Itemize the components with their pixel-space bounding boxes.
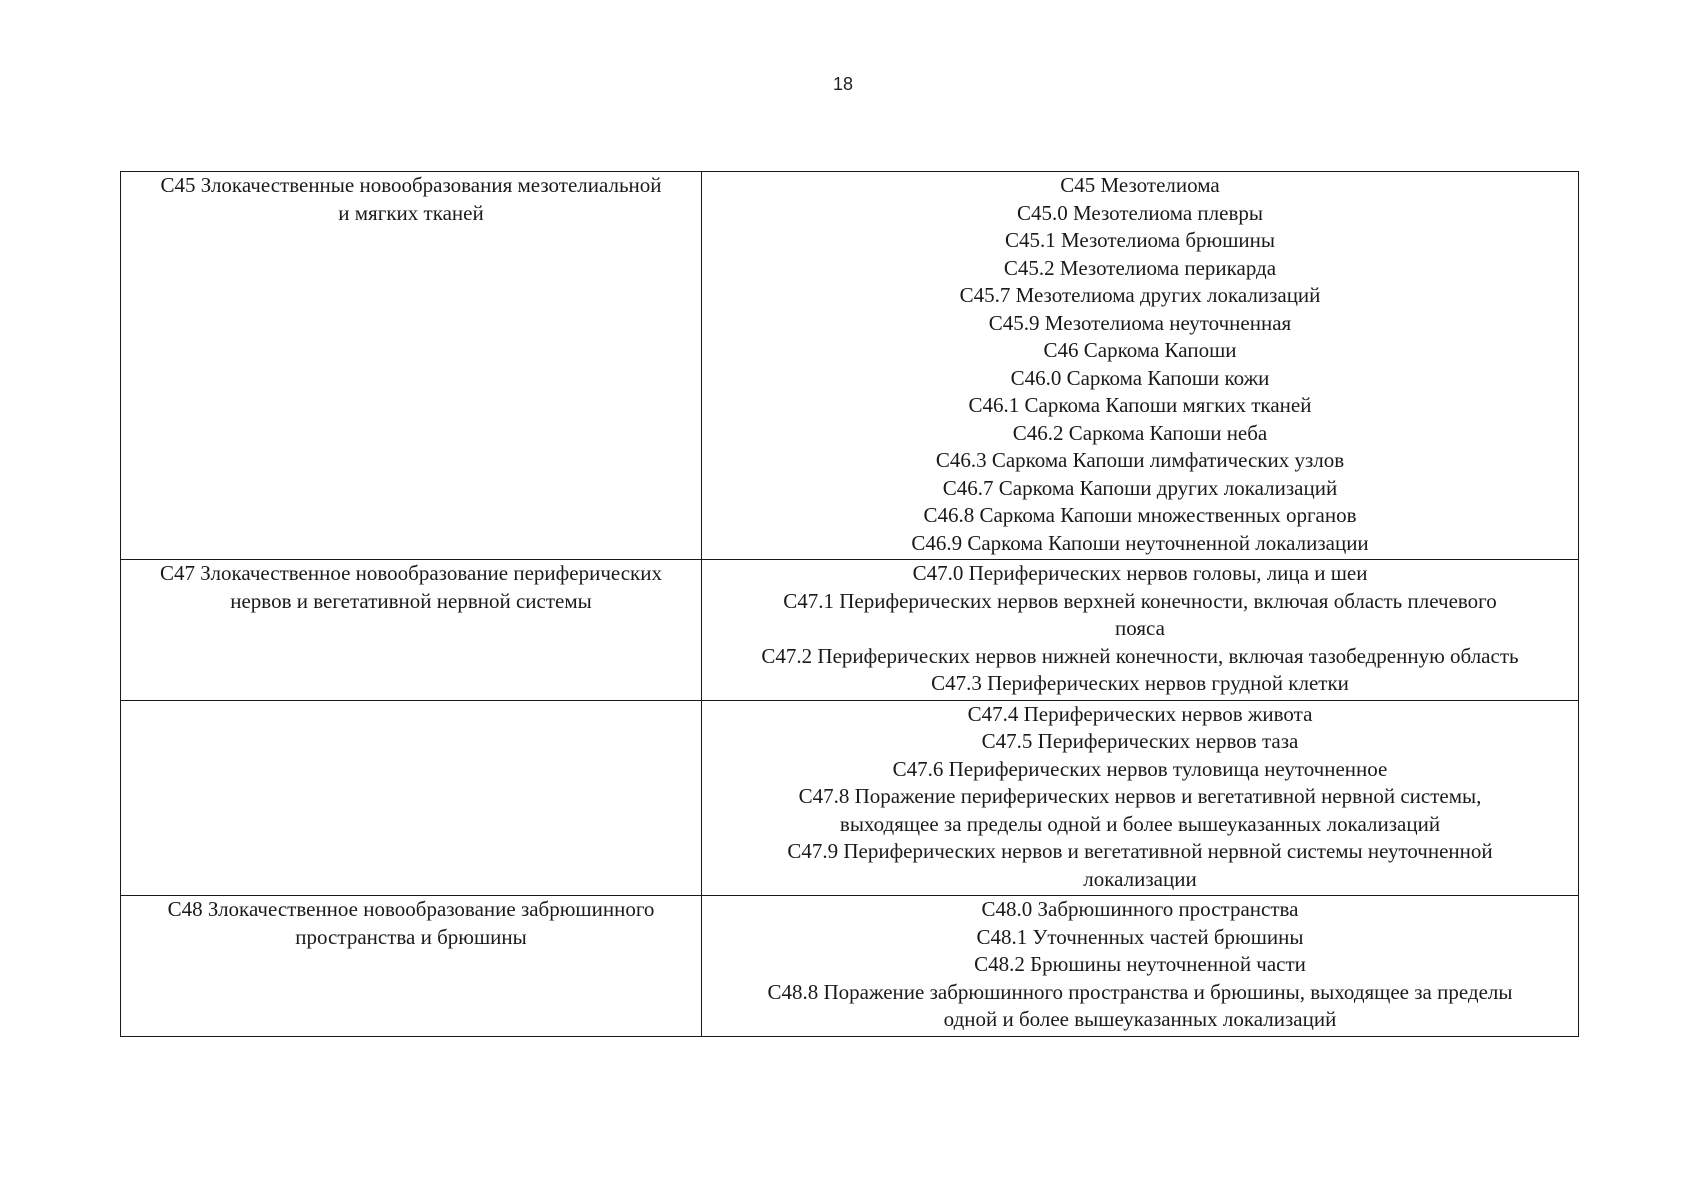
category-cell — [121, 172, 702, 560]
category-text: C45 Злокачественные новообразования мезотелиальной — [160, 173, 662, 197]
code-line: C46.9 Саркома Капоши неуточненной локализации — [911, 530, 1369, 555]
codes-cell — [702, 172, 1579, 560]
code-line: C46.2 Саркома Капоши неба — [1012, 420, 1268, 445]
code-line: пояса — [1115, 616, 1165, 640]
table-row — [121, 172, 1579, 560]
code-line: C47.0 Периферических нервов головы, лица и шеи — [912, 561, 1368, 585]
code-line: C46.3 Саркома Капоши лимфатических узлов — [935, 448, 1345, 472]
code-line: одной и более вышеуказанных локализаций — [943, 1007, 1337, 1031]
code-line: C46.7 Саркома Капоши других локализаций — [942, 475, 1338, 500]
code-line: C47.6 Периферических нервов туловища неуточненное — [892, 756, 1388, 781]
code-line: C48.1 Уточненных частей брюшины — [976, 924, 1304, 949]
category-cell — [121, 896, 702, 1037]
category-text: пространства и брюшины — [295, 924, 527, 949]
table-row — [121, 700, 1579, 896]
code-line: C48.8 Поражение забрюшинного пространства и брюшины, выходящее за пределы — [767, 979, 1513, 1004]
page-number: 18 — [832, 74, 854, 94]
category-text: C48 Злокачественное новообразование забрюшинного — [167, 897, 655, 921]
category-cell-empty — [121, 700, 702, 896]
code-line: C46.1 Саркома Капоши мягких тканей — [968, 393, 1312, 417]
code-line: C47.4 Периферических нервов живота — [967, 701, 1313, 726]
code-line: выходящее за пределы одной и более вышеуказанных локализаций — [839, 811, 1441, 836]
code-line: C47.5 Периферических нервов таза — [981, 729, 1299, 753]
code-line: C47.1 Периферических нервов верхней конечности, включая область плечевого — [783, 588, 1497, 613]
classification-table — [120, 171, 1579, 1037]
category-text: и мягких тканей — [338, 200, 484, 225]
code-line: C46 Саркома Капоши — [1043, 338, 1237, 362]
codes-cell — [702, 560, 1579, 701]
table-row — [121, 896, 1579, 1037]
code-line: C46.0 Саркома Капоши кожи — [1010, 365, 1270, 390]
code-line: C45.7 Мезотелиома других локализаций — [959, 283, 1321, 307]
table-row — [121, 560, 1579, 701]
category-text: C47 Злокачественное новообразование периферических — [160, 561, 662, 585]
code-line: C45.0 Мезотелиома плевры — [1017, 200, 1263, 225]
code-line: C46.8 Саркома Капоши множественных органов — [923, 503, 1357, 527]
code-line: C48.0 Забрюшинного пространства — [981, 897, 1299, 921]
codes-cell — [702, 896, 1579, 1037]
category-text: нервов и вегетативной нервной системы — [230, 588, 592, 613]
code-line: C47.8 Поражение периферических нервов и вегетативной нервной системы, — [798, 784, 1482, 808]
code-line: C47.2 Периферических нервов нижней конечности, включая тазобедренную область — [761, 643, 1519, 668]
code-line: C47.9 Периферических нервов и вегетативной нервной системы неуточненной — [787, 839, 1493, 863]
code-line: C48.2 Брюшины неуточненной части — [974, 952, 1306, 976]
code-line: C45.1 Мезотелиома брюшины — [1004, 228, 1276, 252]
code-line: локализации — [1083, 866, 1197, 891]
code-line: C45.2 Мезотелиома перикарда — [1003, 255, 1277, 280]
codes-cell — [702, 700, 1579, 896]
code-line: C47.3 Периферических нервов грудной клетки — [931, 671, 1349, 695]
code-line: C45.9 Мезотелиома неуточненная — [988, 310, 1292, 335]
category-cell — [121, 560, 702, 701]
code-line: C45 Мезотелиома — [1060, 173, 1220, 197]
